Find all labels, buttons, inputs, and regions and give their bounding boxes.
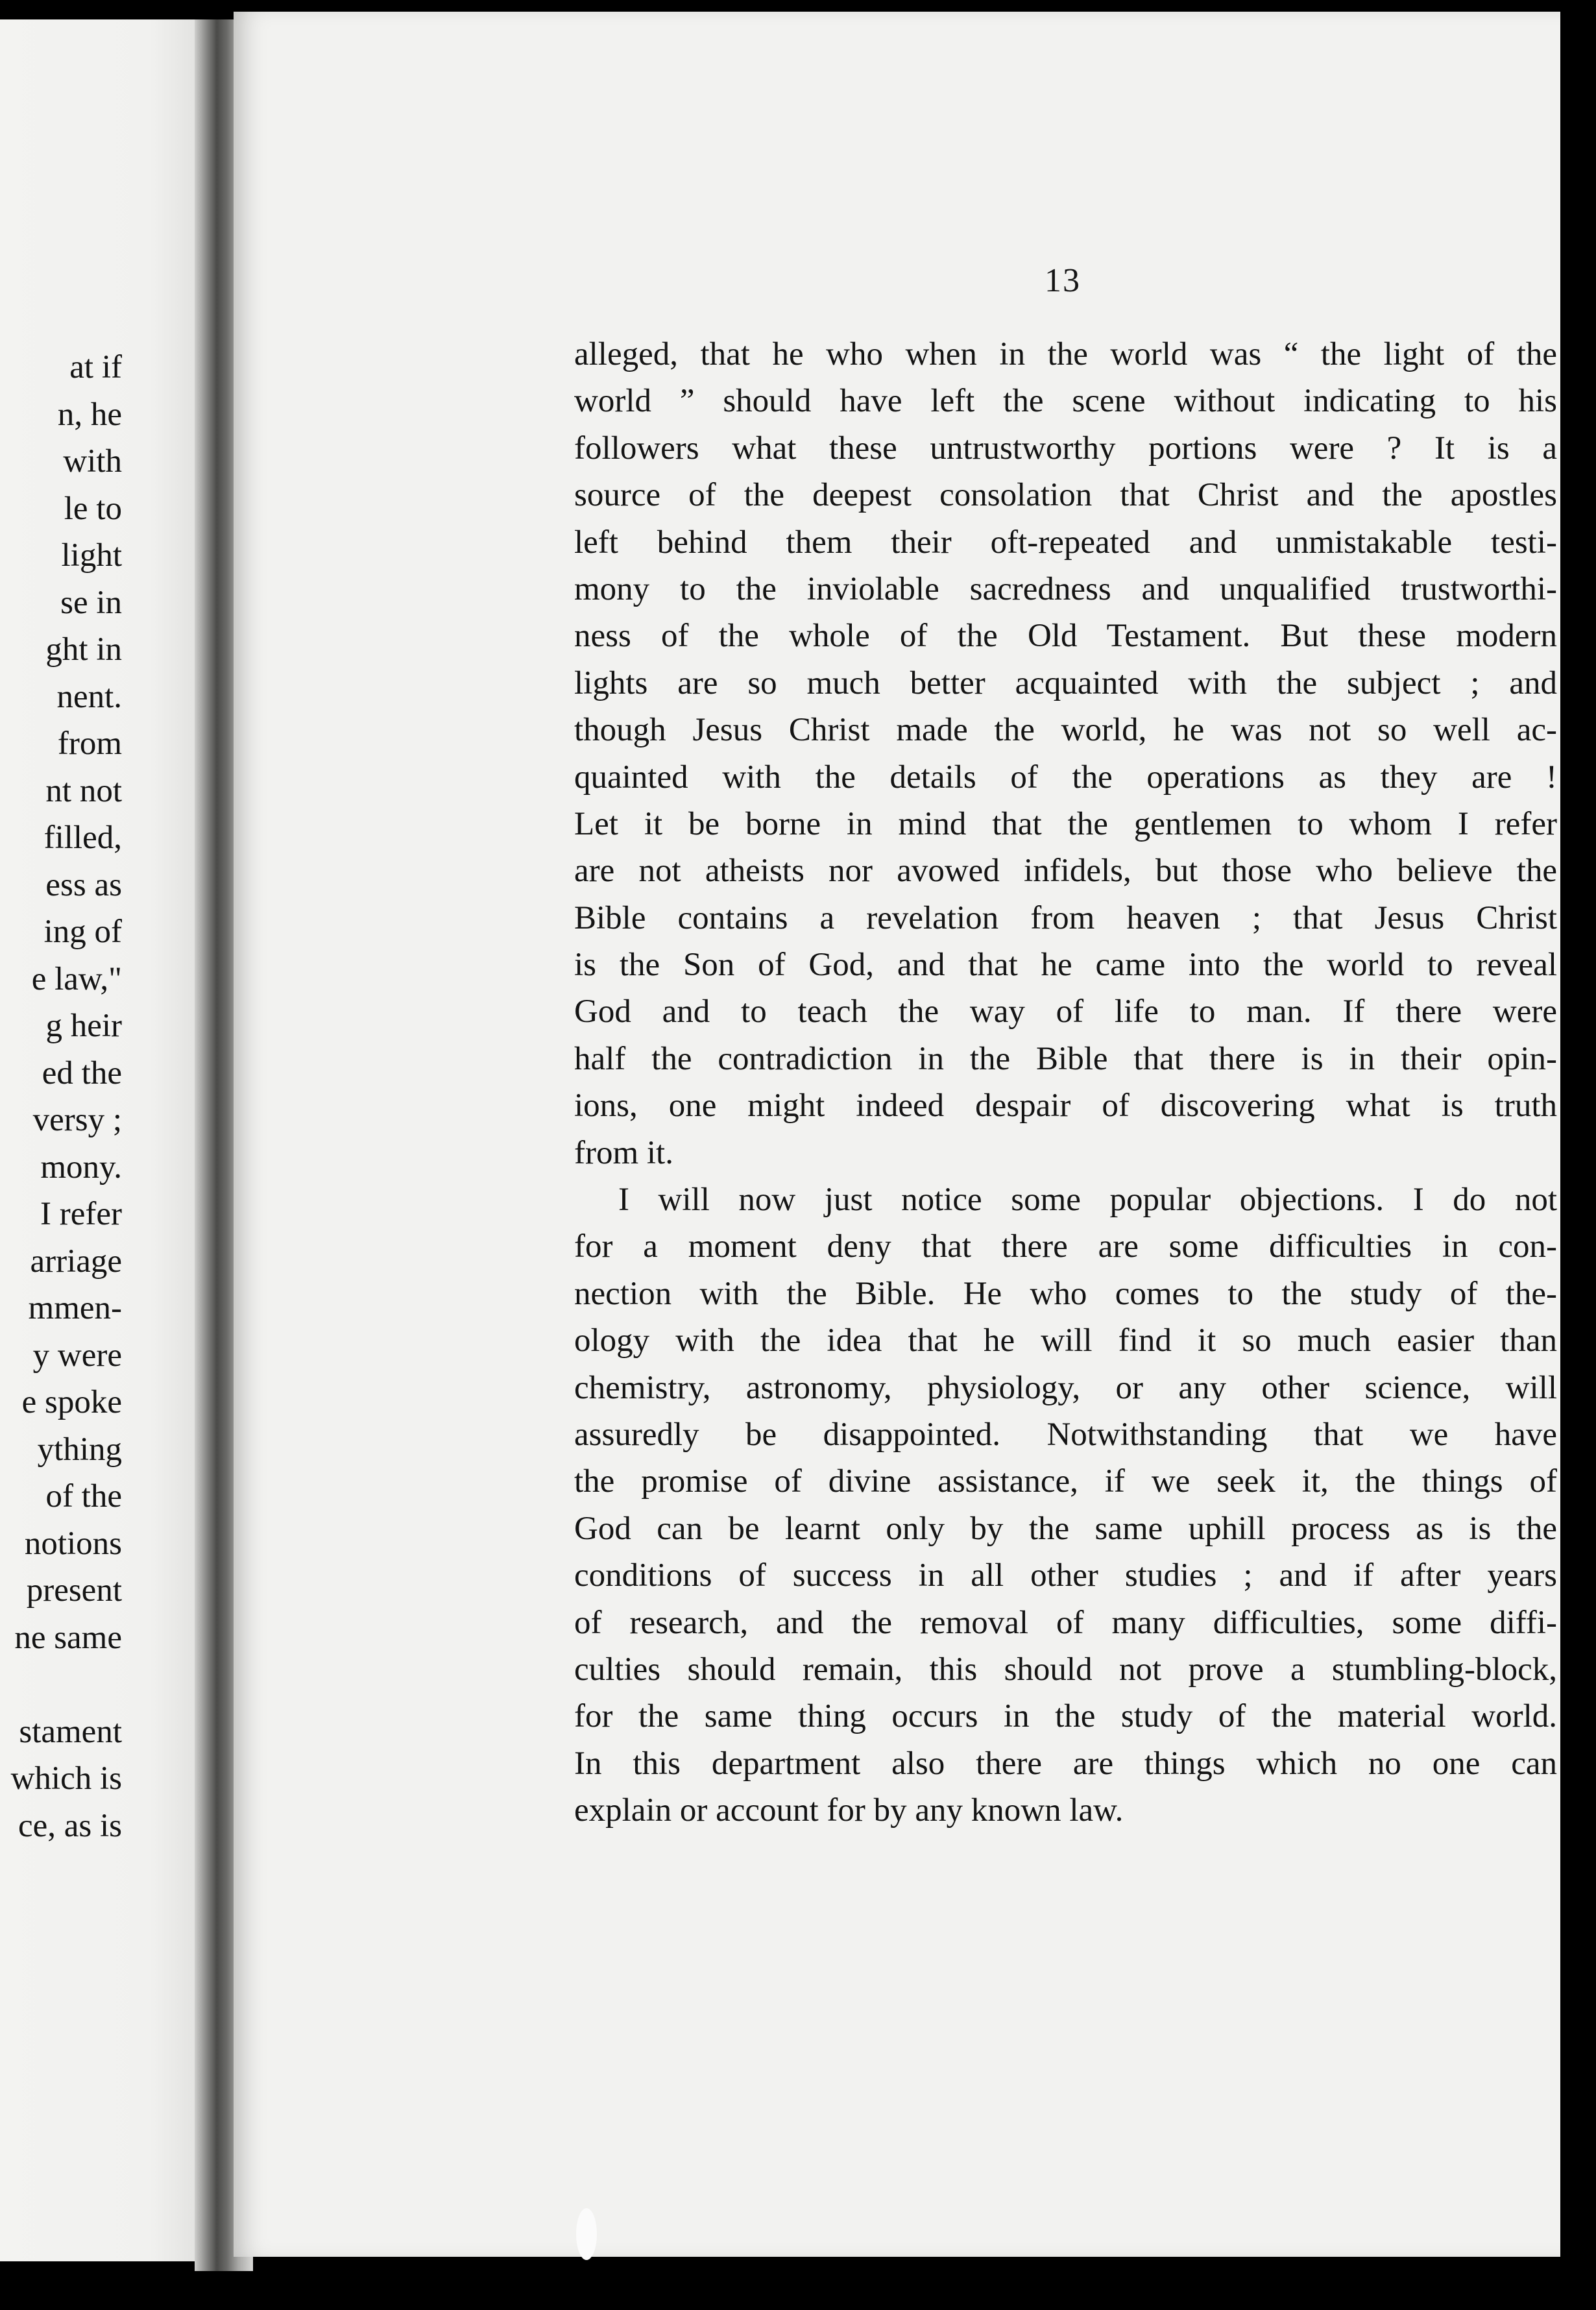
text-line: alleged, that he who when in the world was “ the light of the (574, 336, 1557, 372)
text-line: half the contradiction in the Bible that there is in their opin- (574, 1040, 1557, 1077)
page-body (574, 331, 1557, 1834)
text-line: explain or account for by any known law. (574, 1792, 1124, 1829)
text-line: left behind them their oft-repeated and unmistakable testi- (574, 524, 1557, 561)
text-line: I will now just notice some popular objections. I do not (618, 1182, 1557, 1219)
previous-page-line: n, he (57, 396, 122, 433)
text-line: assuredly be disappointed. Notwithstanding that we have (574, 1416, 1557, 1453)
previous-page-line: ess as (45, 866, 122, 903)
text-line: mony to the inviolable sacredness and unqualified trustworthi- (574, 570, 1557, 607)
previous-page-line: stament (19, 1713, 122, 1750)
text-line: world ” should have left the scene without indicating to his (574, 383, 1557, 420)
previous-page-line: notions (24, 1525, 122, 1562)
previous-page-line: mmen- (28, 1290, 122, 1326)
text-line: of research, and the removal of many difficulties, some diffi- (574, 1604, 1557, 1641)
text-line: though Jesus Christ made the world, he was not so well ac- (574, 712, 1557, 749)
previous-page-line: e law," (31, 960, 122, 997)
text-line: ness of the whole of the Old Testament. But these modern (574, 618, 1557, 655)
previous-page-line: mony. (40, 1149, 122, 1185)
paragraph-1 (574, 331, 1557, 1176)
previous-page-line: filled, (43, 820, 122, 856)
previous-page-line: le to (64, 490, 122, 527)
previous-page-line: ght in (45, 631, 122, 668)
text-line: for the same thing occurs in the study of the material world. (574, 1698, 1557, 1735)
previous-page-line: ne same (14, 1619, 122, 1656)
previous-page-line: g heir (45, 1008, 122, 1044)
text-line: conditions of success in all other studies ; and if after years (574, 1557, 1557, 1594)
paper-blemish (576, 2208, 597, 2260)
previous-page-line: of the (45, 1478, 122, 1514)
text-line: In this department also there are things which no one can (574, 1745, 1557, 1782)
text-line: God and to teach the way of life to man. If there were (574, 993, 1557, 1030)
previous-page-line (11, 1661, 122, 1708)
page-number: 13 (1045, 262, 1081, 299)
text-line: from it. (574, 1134, 673, 1171)
text-line: ions, one might indeed despair of discovering what is truth (574, 1088, 1557, 1125)
previous-page-line: versy ; (32, 1102, 122, 1138)
previous-page-line: nt not (45, 772, 122, 809)
previous-page-line: ce, as is (18, 1807, 122, 1844)
previous-page-line: se in (60, 584, 122, 621)
previous-page-line: ything (37, 1431, 122, 1468)
previous-page-line: nent. (56, 678, 122, 715)
previous-page-line: which is (10, 1760, 122, 1797)
page-13 (234, 12, 1560, 2257)
text-line: for a moment deny that there are some difficulties in con- (574, 1228, 1557, 1265)
text-line: are not atheists nor avowed infidels, but those who believe the (574, 853, 1557, 890)
previous-page-line: ed the (42, 1054, 122, 1091)
text-line: Let it be borne in mind that the gentlemen to whom I refer (574, 805, 1557, 842)
previous-page-line: y were (32, 1337, 122, 1374)
text-line: source of the deepest consolation that Christ and the apostles (574, 477, 1557, 514)
previous-page-line: light (61, 537, 122, 574)
previous-page-line: present (26, 1572, 122, 1609)
text-line: quainted with the details of the operations as they are ! (574, 759, 1557, 796)
previous-page-line: ing of (43, 914, 122, 950)
paragraph-2 (574, 1176, 1557, 1834)
text-line: lights are so much better acquainted with the subject ; and (574, 664, 1557, 701)
text-line: God can be learnt only by the same uphill process as is the (574, 1510, 1557, 1547)
previous-page-fragment (0, 19, 214, 2261)
previous-page-line: from (57, 725, 122, 762)
previous-page-line: arriage (30, 1243, 122, 1280)
text-line: ology with the idea that he will find it so much easier than (574, 1322, 1557, 1359)
previous-page-line: with (63, 443, 122, 480)
previous-page-line: e spoke (21, 1384, 122, 1420)
text-line: chemistry, astronomy, physiology, or any other science, will (574, 1369, 1557, 1406)
text-line: is the Son of God, and that he came into the world to reveal (574, 947, 1557, 984)
text-line: the promise of divine assistance, if we seek it, the things of (574, 1463, 1557, 1500)
previous-page-line: I refer (40, 1196, 122, 1232)
text-line: Bible contains a revelation from heaven ; that Jesus Christ (574, 899, 1557, 936)
text-line: culties should remain, this should not prove a stumbling-block, (574, 1651, 1557, 1688)
text-line: nection with the Bible. He who comes to the study of the- (574, 1275, 1557, 1312)
text-line: followers what these untrustworthy portions were ? It is a (574, 430, 1557, 467)
previous-page-line: at if (69, 349, 122, 385)
previous-page-text (11, 344, 122, 1849)
